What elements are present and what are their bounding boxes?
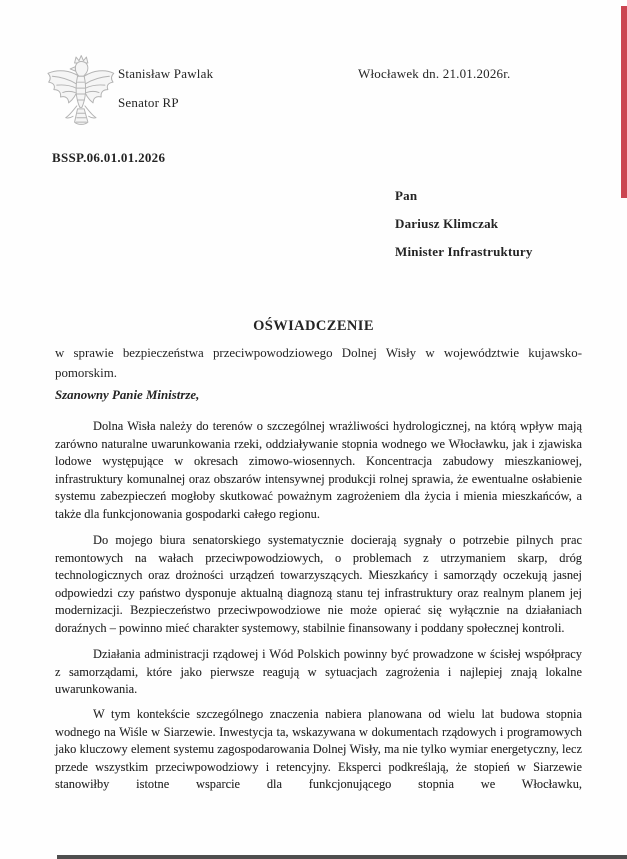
body-paragraph-3: Działania administracji rządowej i Wód Polskich powinny być prowadzone w ścisłej współpracy z samorządami, które jako pierwsze reagują w sytuacjach zagrożenia i najlepiej znają lokalne uwarunkowania. [55,647,582,696]
body-paragraph-4: W tym kontekście szczególnego znaczenia nabiera planowana od wielu lat budowa stopnia wodnego na Wiśle w Siarzewie. Inwestycja ta, wskazywana w dokumentach rządowych i programowych jako kluczowy element systemu zagospodarowania Dolnej Wisły, ma nie tylko wymiar energetyczny, lecz przede wszystkim przeciwpowodziowy i retencyjny. Eksperci podkreślają, że stopień w Siarzewie stanowiłby istotne wsparcie dla funkcjonującego stopnia we Włocławku, [55,707,582,791]
recipient-block [395,182,533,266]
recipient-name: Dariusz Klimczak [395,216,499,231]
sender-title: Senator RP [118,95,179,110]
reference-number: BSSP.06.01.01.2026 [52,150,166,165]
scan-bottom-edge [57,855,627,859]
body-paragraph-1: Dolna Wisła należy do terenów o szczególnej wrażliwości hydrologicznej, na którą wpływ mają zarówno naturalne uwarunkowania rzeki, oddziaływanie stopnia wodnego we Włocławku, jak i zjawiska lodowe występujące w okresach zimowo-wiosennych. Koncentracja zabudowy mieszkaniowej, infrastruktury komunalnej oraz obszarów intensywnej produkcji rolnej sprawia, że ewentualne osłabienie systemu zabezpieczeń mogłoby skutkować poważnym zagrożeniem dla życia i mienia mieszkańców, a także dla funkcjonowania gospodarki całego regionu. [55,419,582,521]
body-paragraph-2: Do mojego biura senatorskiego systematycznie docierają sygnały o potrzebie pilnych prac remontowych na wałach przeciwpowodziowych, o problemach z utrzymaniem skarp, dróg technologicznych oraz drożności urządzeń towarzyszących. Mieszkańcy i samorządy oczekują jasnej odpowiedzi czy państwo dysponuje aktualną diagnozą stanu tej infrastruktury oraz realnym planem jej modernizacji. Bezpieczeństwo przeciwpowodziowe nie może opierać się wyłącznie na działaniach doraźnych – powinno mieć charakter systemowy, stabilnie finansowany i poddany społecznej kontroli. [55,533,582,635]
greeting: Szanowny Panie Ministrze, [55,388,200,402]
eagle-emblem-icon [42,54,116,140]
recipient-salutation: Pan [395,188,418,203]
subject-line: w sprawie bezpieczeństwa przeciwpowodziowego Dolnej Wisły w województwie kujawsko-pomorskim. [55,346,582,380]
sender-name: Stanisław Pawlak [118,66,214,81]
red-accent-bar [621,6,627,198]
recipient-position: Minister Infrastruktury [395,244,533,259]
place-and-date: Włocławek dn. 21.01.2026r. [358,66,511,81]
document-title: OŚWIADCZENIE [253,318,374,334]
